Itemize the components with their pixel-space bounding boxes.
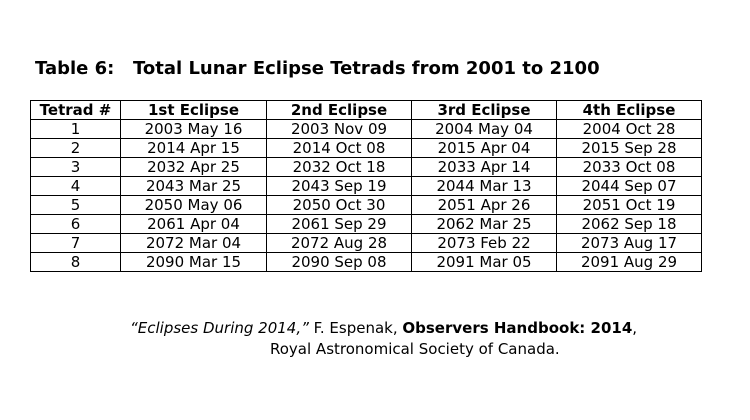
header-3rd-eclipse: 3rd Eclipse (412, 101, 557, 120)
cell-2nd-eclipse: 2003 Nov 09 (267, 120, 412, 139)
cell-2nd-eclipse: 2090 Sep 08 (267, 253, 412, 272)
table-row (31, 120, 702, 139)
header-1st-eclipse: 1st Eclipse (121, 101, 267, 120)
table-title-text: Total Lunar Eclipse Tetrads from 2001 to 2100 (133, 58, 600, 79)
cell-3rd-eclipse: 2015 Apr 04 (412, 139, 557, 158)
cell-tetrad-number: 4 (31, 177, 121, 196)
cell-1st-eclipse: 2003 May 16 (121, 120, 267, 139)
citation-line-1 (130, 318, 637, 339)
cell-tetrad-number: 6 (31, 215, 121, 234)
header-row (31, 101, 702, 120)
cell-1st-eclipse: 2014 Apr 15 (121, 139, 267, 158)
cell-2nd-eclipse: 2061 Sep 29 (267, 215, 412, 234)
cell-3rd-eclipse: 2044 Mar 13 (412, 177, 557, 196)
table-row (31, 253, 702, 272)
cell-2nd-eclipse: 2072 Aug 28 (267, 234, 412, 253)
cell-tetrad-number: 1 (31, 120, 121, 139)
cell-2nd-eclipse: 2050 Oct 30 (267, 196, 412, 215)
cell-tetrad-number: 5 (31, 196, 121, 215)
tetrads-table (30, 100, 702, 272)
cell-1st-eclipse: 2032 Apr 25 (121, 158, 267, 177)
citation-publisher: Royal Astronomical Society of Canada. (270, 340, 560, 358)
table-title (35, 58, 600, 79)
cell-4th-eclipse: 2033 Oct 08 (557, 158, 702, 177)
table-row (31, 196, 702, 215)
citation-book-title: Observers Handbook: 2014 (402, 319, 633, 337)
cell-4th-eclipse: 2051 Oct 19 (557, 196, 702, 215)
cell-1st-eclipse: 2090 Mar 15 (121, 253, 267, 272)
cell-2nd-eclipse: 2043 Sep 19 (267, 177, 412, 196)
cell-3rd-eclipse: 2051 Apr 26 (412, 196, 557, 215)
citation-article-title: “Eclipses During 2014,” (130, 319, 309, 337)
cell-3rd-eclipse: 2073 Feb 22 (412, 234, 557, 253)
cell-tetrad-number: 8 (31, 253, 121, 272)
cell-4th-eclipse: 2091 Aug 29 (557, 253, 702, 272)
header-4th-eclipse: 4th Eclipse (557, 101, 702, 120)
table-row (31, 158, 702, 177)
table-row (31, 234, 702, 253)
cell-3rd-eclipse: 2004 May 04 (412, 120, 557, 139)
cell-1st-eclipse: 2050 May 06 (121, 196, 267, 215)
table-row (31, 177, 702, 196)
cell-4th-eclipse: 2004 Oct 28 (557, 120, 702, 139)
citation-author: F. Espenak, (308, 319, 403, 337)
table-body (31, 120, 702, 272)
cell-3rd-eclipse: 2033 Apr 14 (412, 158, 557, 177)
cell-4th-eclipse: 2015 Sep 28 (557, 139, 702, 158)
cell-1st-eclipse: 2072 Mar 04 (121, 234, 267, 253)
cell-tetrad-number: 3 (31, 158, 121, 177)
cell-3rd-eclipse: 2091 Mar 05 (412, 253, 557, 272)
cell-4th-eclipse: 2062 Sep 18 (557, 215, 702, 234)
table-row (31, 215, 702, 234)
table-row (31, 139, 702, 158)
header-2nd-eclipse: 2nd Eclipse (267, 101, 412, 120)
cell-1st-eclipse: 2061 Apr 04 (121, 215, 267, 234)
cell-tetrad-number: 7 (31, 234, 121, 253)
header-tetrad-number: Tetrad # (31, 101, 121, 120)
table-number-label: Table 6: (35, 58, 115, 79)
cell-4th-eclipse: 2044 Sep 07 (557, 177, 702, 196)
cell-tetrad-number: 2 (31, 139, 121, 158)
cell-2nd-eclipse: 2014 Oct 08 (267, 139, 412, 158)
table-header (31, 101, 702, 120)
cell-1st-eclipse: 2043 Mar 25 (121, 177, 267, 196)
cell-2nd-eclipse: 2032 Oct 18 (267, 158, 412, 177)
cell-4th-eclipse: 2073 Aug 17 (557, 234, 702, 253)
cell-3rd-eclipse: 2062 Mar 25 (412, 215, 557, 234)
citation-comma: , (632, 319, 638, 337)
